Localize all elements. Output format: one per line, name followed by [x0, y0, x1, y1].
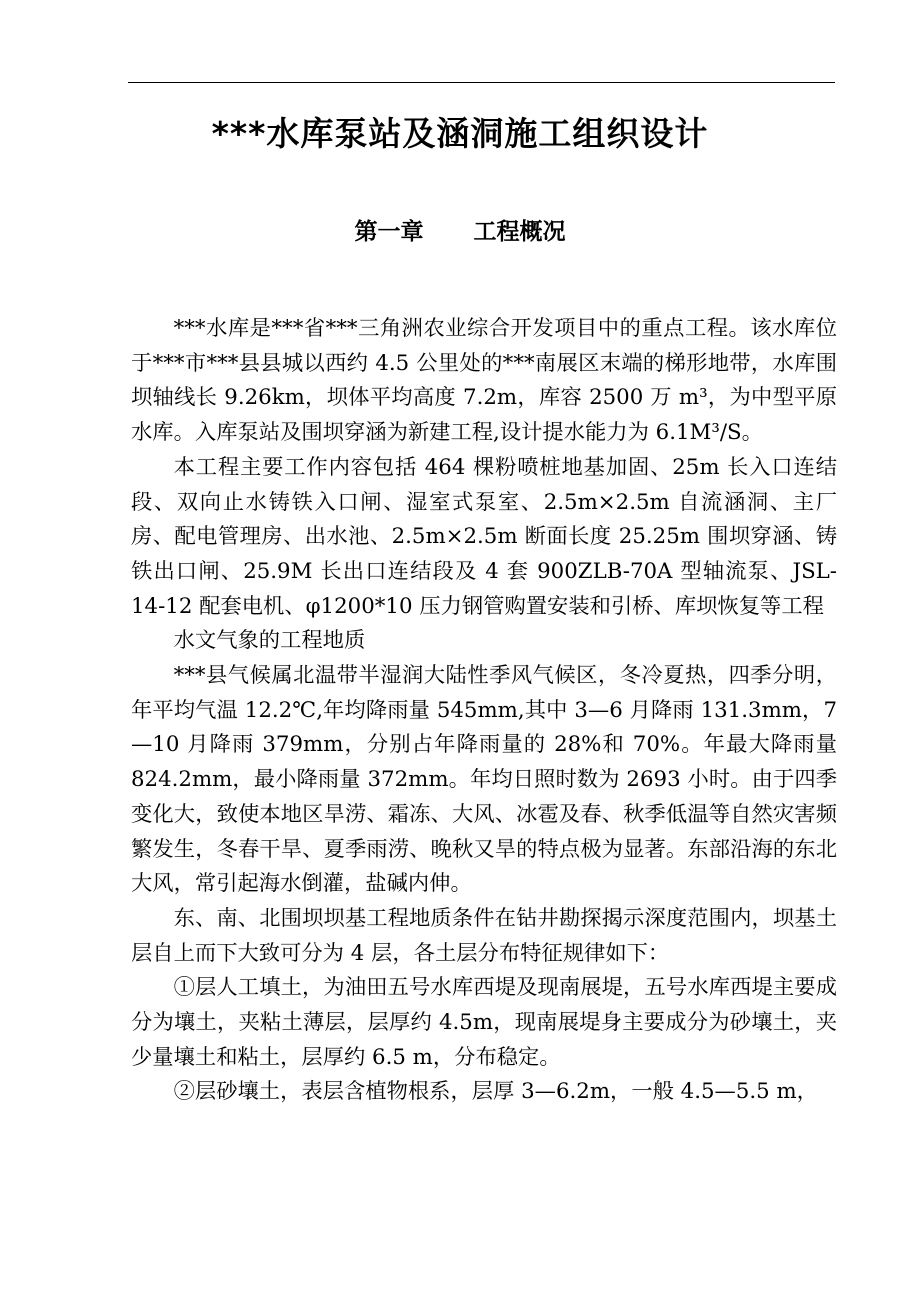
chapter-title: 工程概况	[473, 219, 566, 245]
paragraph-project-overview: ***水库是***省***三角洲农业综合开发项目中的重点工程。该水库位于***市***县县城以西约 4.5 公里处的***南展区末端的梯形地带，水库围坝轴线长 9.26km，坝体平均高度 7.2m，库容 2500 万 m³，为中型平原水库。入库泵站及围坝穿涵为新建工程,设计提水能力为 6.1M³/S。	[131, 316, 837, 446]
paragraph-geology-intro: 东、南、北围坝坝基工程地质条件在钻井勘探揭示深度范围内，坝基土层自上而下大致可分为 4 层，各土层分布特征规律如下：	[131, 905, 837, 966]
paragraph-subheading-hydrology: 水文气象的工程地质	[173, 628, 366, 654]
body-text	[131, 312, 837, 1110]
paragraph-work-scope: 本工程主要工作内容包括 464 棵粉喷桩地基加固、25m 长入口连结段、双向止水铸铁入口闸、湿室式泵室、2.5m×2.5m 自流涵洞、主厂房、配电管理房、出水池、2.5m×2.5m 断面长度 25.25m 围坝穿涵、铸铁出口闸、25.9M 长出口连结段及 4 套 900ZLB-70A 型轴流泵、JSL-14-12 配套电机、φ1200*10 压力钢管购置安装和引桥、库坝恢复等工程	[131, 454, 837, 619]
paragraph-layer-1: ①层人工填土，为油田五号水库西堤及现南展堤，五号水库西堤主要成分为壤土，夹粘土薄层，层厚约 4.5m，现南展堤身主要成分为砂壤土，夹少量壤土和粘土，层厚约 6.5 m，分布稳定。	[131, 975, 837, 1070]
chapter-heading	[0, 213, 920, 246]
paragraph-layer-2: ②层砂壤土，表层含植物根系，层厚 3—6.2m，一般 4.5—5.5 m，	[173, 1079, 818, 1105]
chapter-number: 第一章	[354, 219, 424, 245]
paragraph-climate: ***县气候属北温带半湿润大陆性季风气候区，冬冷夏热，四季分明，年平均气温 12.2℃,年均降雨量 545mm,其中 3—6 月降雨 131.3mm，7—10 月降雨 379mm，分别占年降雨量的 28%和 70%。年最大降雨量 824.2mm，最小降雨量 372mm。年均日照时数为 2693 小时。由于四季变化大，致使本地区旱涝、霜冻、大风、冰雹及春、秋季低温等自然灾害频繁发生，冬春干旱、夏季雨涝、晚秋又旱的特点极为显著。东部沿海的东北大风，常引起海水倒灌，盐碱内伸。	[131, 663, 837, 897]
document-title: ***水库泵站及涵洞施工组织设计	[211, 114, 709, 153]
header-rule	[128, 82, 835, 83]
